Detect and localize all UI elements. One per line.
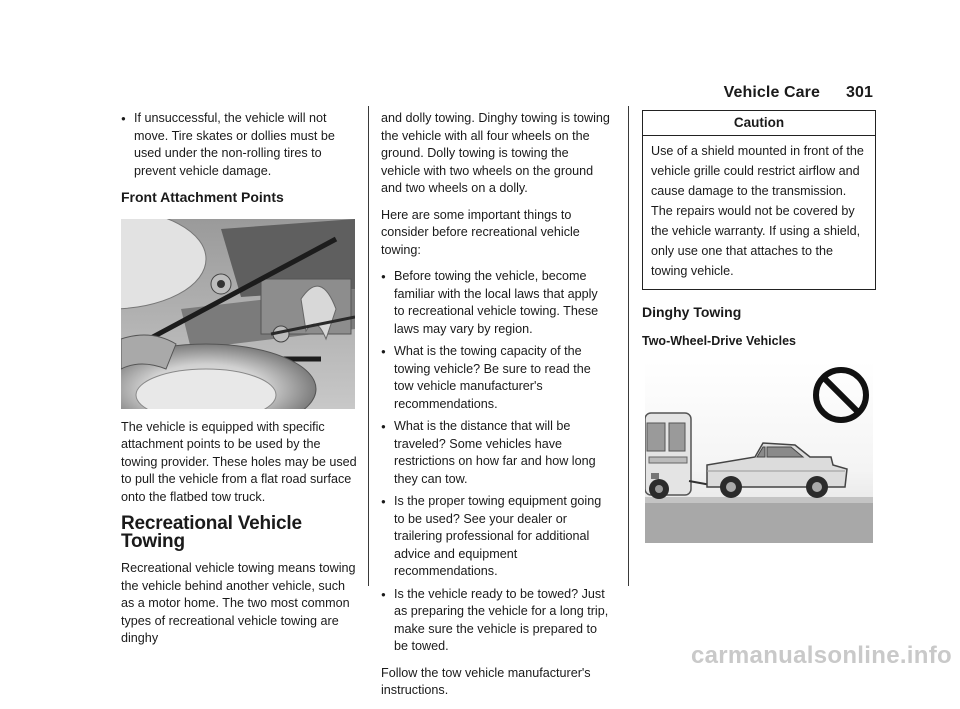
heading-dinghy-towing: Dinghy Towing <box>642 303 742 320</box>
paragraph-continued: and dolly towing. Dinghy towing is towing the vehicle with all four wheels on the ground. Dolly towing is towing the vehicle with two wheels on the ground and two wheels on a dolly. <box>381 111 610 195</box>
subheading-two-wheel-drive: Two-Wheel-Drive Vehicles <box>642 334 796 348</box>
list-item: ● If unsuccessful, the vehicle will not move. Tire skates or dollies must be used under the non-rolling tires to prevent vehicle damage. <box>121 110 357 180</box>
page-header <box>724 84 873 102</box>
list-item: ● What is the towing capacity of the towing vehicle? Be sure to read the tow vehicle manufacturer's recommendations. <box>381 343 611 413</box>
column-1 <box>121 110 357 657</box>
bullet-list-2 <box>381 268 611 656</box>
column-divider <box>368 106 369 586</box>
list-item: ● Before towing the vehicle, become familiar with the local laws that apply to recreational vehicle towing. These laws may vary by region. <box>381 268 611 338</box>
list-item: ● Is the proper towing equipment going to be used? See your dealer or trailering professional for additional advice and equipment recommendations. <box>381 493 611 581</box>
list-item: ● Is the vehicle ready to be towed? Just as preparing the vehicle for a long trip, make sure the vehicle is prepared to be towed. <box>381 586 611 656</box>
column-2 <box>381 110 611 709</box>
bullet-list-1 <box>121 110 357 180</box>
section-title: Vehicle Care <box>723 84 820 101</box>
column-3 <box>642 110 876 543</box>
heading-front-attachment: Front Attachment Points <box>121 189 284 205</box>
watermark: carmanualsonline.info <box>690 642 952 669</box>
column-divider <box>628 106 629 586</box>
list-item: ● What is the distance that will be traveled? Some vehicles have restrictions on how far and how long they can tow. <box>381 418 611 488</box>
paragraph-follow: Follow the tow vehicle manufacturer's instructions. <box>381 665 591 697</box>
caution-title: Caution <box>643 111 875 136</box>
paragraph-consider: Here are some important things to consider before recreational vehicle towing: <box>381 207 580 257</box>
paragraph-recreational: Recreational vehicle towing means towing the vehicle behind another vehicle, such as a motor home. The two most common types of recreational vehicle towing are dinghy <box>121 561 356 645</box>
caution-box <box>642 110 876 290</box>
heading-recreational-towing: Recreational Vehicle Towing <box>121 513 302 552</box>
front-attachment-illustration <box>121 219 355 409</box>
page-number: 301 <box>846 84 873 101</box>
caution-body: Use of a shield mounted in front of the vehicle grille could restrict airflow and cause damage to the transmission. The repairs would not be covered by the vehicle warranty. If using a shield, only use one that attaches to the towing vehicle. <box>651 143 864 278</box>
dinghy-towing-illustration <box>645 361 873 543</box>
paragraph-front-attachment: The vehicle is equipped with specific attachment points to be used by the towing provider. These holes may be used to pull the vehicle from a flat road surface onto the flatbed tow truck. <box>121 419 357 504</box>
